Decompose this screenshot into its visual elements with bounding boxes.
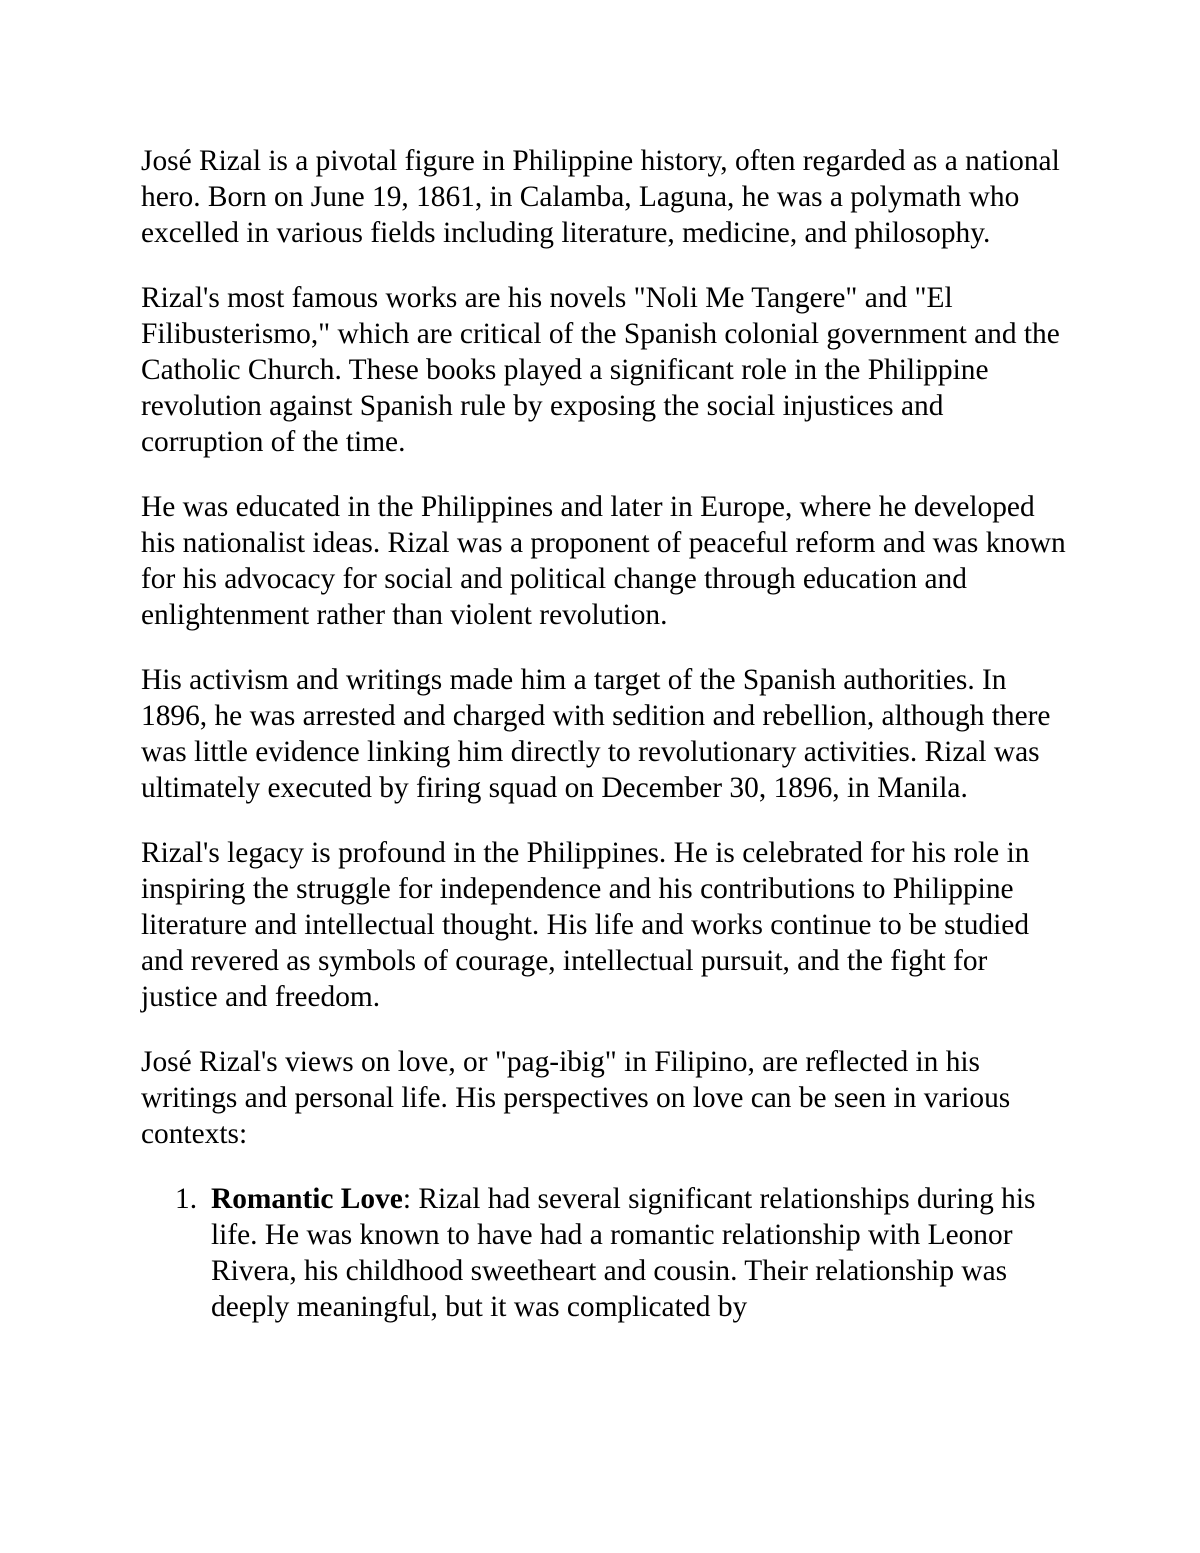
list-item-text: : Rizal had several significant relationships during his life. He was known to have had a romantic relationship with Leonor Rivera, his childhood sweetheart and cousin. Their relationship was deeply meaningful, but it was complicated by: [211, 1183, 1036, 1323]
list-item: [141, 1181, 1066, 1325]
paragraph-education: He was educated in the Philippines and later in Europe, where he developed his nationalist ideas. Rizal was a proponent of peaceful reform and was known for his advocacy for social and political change through education and enlightenment rather than violent revolution.: [141, 491, 1066, 631]
paragraph-intro: José Rizal is a pivotal figure in Philippine history, often regarded as a national hero. Born on June 19, 1861, in Calamba, Laguna, he was a polymath who excelled in various fields including literature, medicine, and philosophy.: [141, 145, 1060, 249]
list-item-term: Romantic Love: [211, 1183, 403, 1215]
paragraph-execution: His activism and writings made him a target of the Spanish authorities. In 1896, he was arrested and charged with sedition and rebellion, although there was little evidence linking him directly to revolutionary activities. Rizal was ultimately executed by firing squad on December 30, 1896, in Manila.: [141, 664, 1051, 804]
document-body: [141, 143, 1066, 1325]
paragraph-love-views: José Rizal's views on love, or "pag-ibig" in Filipino, are reflected in his writings and personal life. His perspectives on love can be seen in various contexts:: [141, 1046, 1011, 1150]
paragraph-novels: Rizal's most famous works are his novels "Noli Me Tangere" and "El Filibusterismo," which are critical of the Spanish colonial government and the Catholic Church. These books played a significant role in the Philippine revolution against Spanish rule by exposing the social injustices and corruption of the time.: [141, 282, 1060, 458]
numbered-list: [141, 1181, 1066, 1325]
paragraph-legacy: Rizal's legacy is profound in the Philippines. He is celebrated for his role in inspiring the struggle for independence and his contributions to Philippine literature and intellectual thought. His life and works continue to be studied and revered as symbols of courage, intellectual pursuit, and the fight for justice and freedom.: [141, 837, 1030, 1013]
list-number: 1.: [175, 1183, 198, 1215]
